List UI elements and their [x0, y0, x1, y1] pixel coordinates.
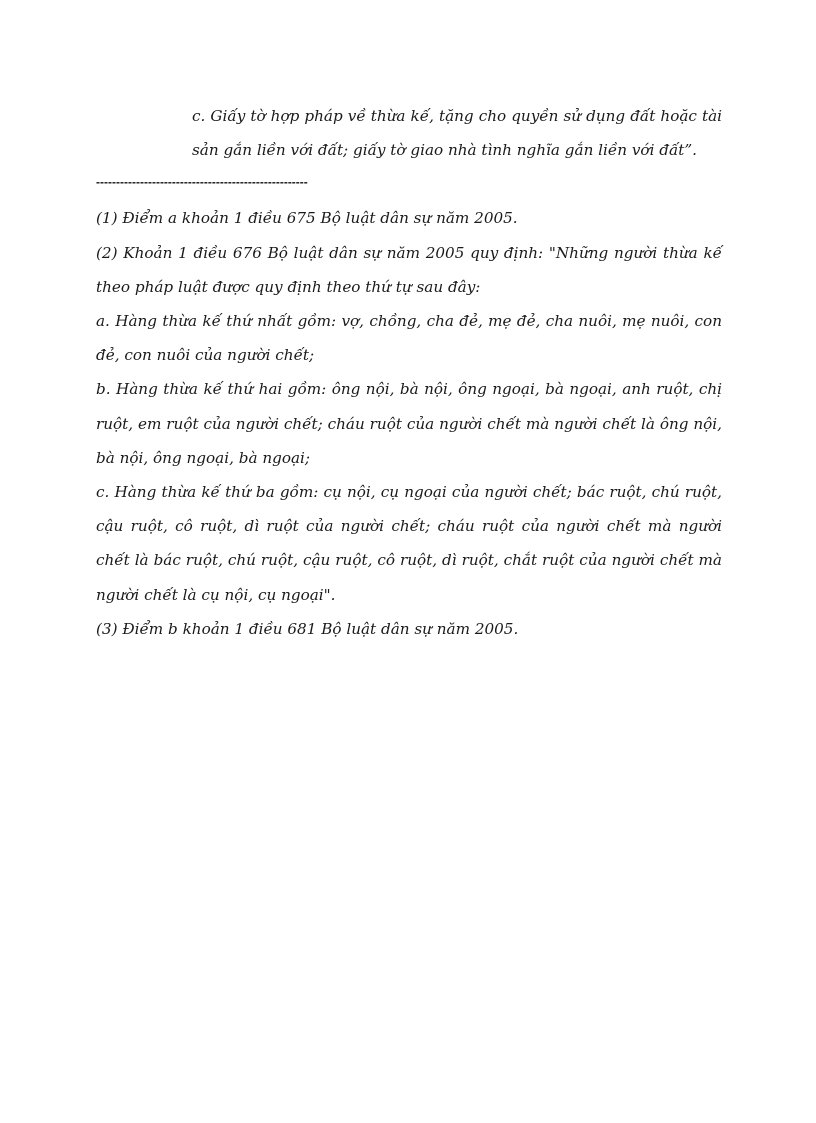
page-content [96, 99, 722, 646]
footnote-2-item-b: b. Hàng thừa kế thứ hai gồm: ông nội, bà nội, ông ngoại, bà ngoại, anh ruột, chị ruột, em ruột của người chết; cháu ruột của người chết mà người chết là ông nội, bà nội, ông ngoại, bà ngoại; [96, 380, 722, 467]
footnote-2: (2) Khoản 1 điều 676 Bộ luật dân sự năm 2005 quy định: "Những người thừa kế theo pháp luật được quy định theo thứ tự sau đây: [96, 243, 722, 296]
footnotes [96, 201, 722, 646]
quote-item-c: c. Giấy tờ hợp pháp về thừa kế, tặng cho quyền sử dụng đất hoặc tài sản gắn liền với đất; giấy tờ giao nhà tình nghĩa gắn liền với đất”. [192, 107, 722, 160]
footnote-2-item-a: a. Hàng thừa kế thứ nhất gồm: vợ, chồng, cha đẻ, mẹ đẻ, cha nuôi, mẹ nuôi, con đẻ, con nuôi của người chết; [96, 312, 722, 365]
quoted-provision [192, 99, 722, 167]
footnote-1: (1) Điểm a khoản 1 điều 675 Bộ luật dân sự năm 2005. [96, 209, 518, 228]
footnote-3: (3) Điểm b khoản 1 điều 681 Bộ luật dân sự năm 2005. [96, 619, 519, 638]
footnote-2-item-c: c. Hàng thừa kế thứ ba gồm: cụ nội, cụ ngoại của người chết; bác ruột, chú ruột, cậu ruột, cô ruột, dì ruột của người chết; cháu ruột của người chết mà người chết là bác ruột, chú ruột, cậu ruột, cô ruột, dì ruột, chắt ruột của người chết mà người chết là cụ nội, cụ ngoại". [96, 483, 722, 604]
footnote-separator: ----------------------------------------------------- [96, 175, 308, 190]
